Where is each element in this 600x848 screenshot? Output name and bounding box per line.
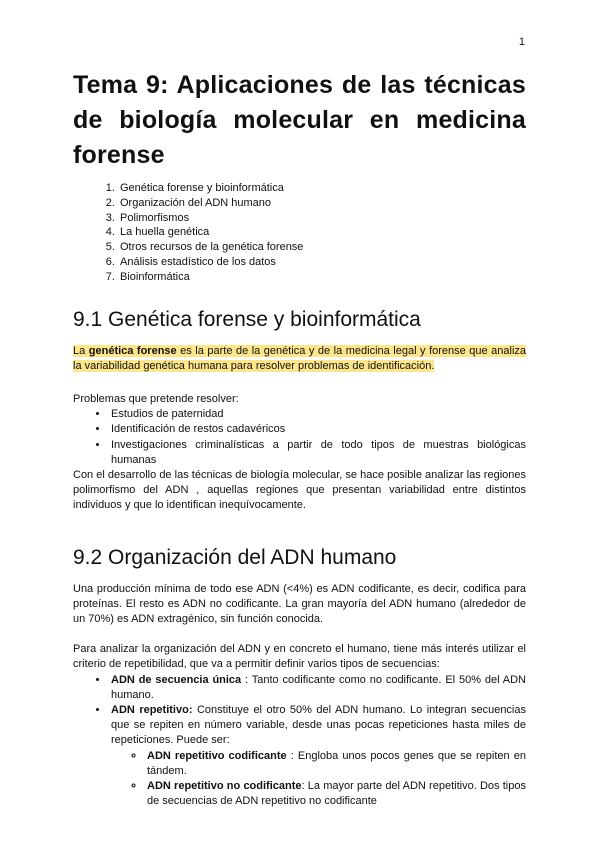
highlighted-definition <box>73 345 526 372</box>
item-text: : Tanto codificante como no codificante. El 50% del ADN humano. <box>111 673 526 701</box>
toc-item: 5. Otros recursos de la genética forense <box>118 240 526 255</box>
definition-term: genética forense <box>88 344 177 357</box>
item-term: ADN de secuencia única <box>111 673 242 686</box>
toc-item: 4. La huella genética <box>118 225 526 240</box>
list-item: • Investigaciones criminalísticas a partir de todo tipos de muestras biológicas humanas <box>109 438 526 468</box>
page-number: 1 <box>518 36 525 48</box>
toc-item: 6. Análisis estadístico de los datos <box>118 255 526 270</box>
toc-item: 2. Organización del ADN humano <box>118 196 526 211</box>
item-text: : La mayor parte del ADN repetitivo. Dos tipos de secuencias de ADN repetitivo no codificante <box>147 780 526 808</box>
sublist-item <box>145 749 526 779</box>
problems-list <box>73 407 526 468</box>
definition-paragraph <box>73 344 526 374</box>
document-body <box>73 68 526 809</box>
definition-text: es la parte de la genética y de la medicina legal y forense que analiza la variabilidad genética humana para resolver problemas de identificación. <box>73 344 527 372</box>
coding-dna-paragraph: Una producción mínima de todo ese ADN (<4%) es ADN codificante, es decir, codifica para proteínas. El resto es ADN no codificante. La gran mayoría del ADN humano (alrededor de un 70%) es ADN extragénico, sin función conocida. <box>73 582 526 626</box>
list-item: • Identificación de restos cadavéricos <box>109 422 526 437</box>
definition-prefix: La <box>73 344 89 357</box>
item-term: ADN repetitivo: <box>111 704 193 717</box>
repetitive-dna-sublist <box>111 749 526 810</box>
item-text: Constituye el otro 50% del ADN humano. Lo integran secuencias que se repiten en número variable, desde unas pocas repeticiones hasta miles de repeticiones. Puede ser: <box>111 704 526 747</box>
section-heading-9-2: 9.2 Organización del ADN humano <box>73 545 397 569</box>
problems-intro: Problemas que pretende resolver: <box>73 392 239 405</box>
document-title: Tema 9: Aplicaciones de las técnicas de biología molecular en medicina forense <box>73 71 526 169</box>
list-item <box>109 673 526 703</box>
item-term: ADN repetitivo no codificante <box>147 780 302 793</box>
toc-item: 1. Genética forense y bioinformática <box>118 181 526 196</box>
toc-item: 3. Polimorfismos <box>118 211 526 226</box>
section-heading-9-1: 9.1 Genética forense y bioinformática <box>73 307 421 331</box>
toc-item: 7. Bioinformática <box>118 270 526 285</box>
list-item <box>109 703 526 809</box>
item-term: ADN repetitivo codificante <box>147 749 287 762</box>
polymorphism-paragraph: Con el desarrollo de las técnicas de biología molecular, se hace posible analizar las regiones polimorfismo del ADN , aquellas regiones que presentan variabilidad entre distintos individuos y que lo identifican inequívocamente. <box>73 469 526 512</box>
table-of-contents <box>73 181 526 285</box>
list-item: • Estudios de paternidad <box>109 407 526 422</box>
item-text: : Engloba unos pocos genes que se repiten en tándem. <box>147 749 526 777</box>
sublist-item <box>145 779 526 809</box>
repeatability-paragraph: Para analizar la organización del ADN y en concreto el humano, tiene más interés utilizar el criterio de repetibilidad, que va a permitir definir varios tipos de secuencias: <box>73 643 526 671</box>
dna-types-list <box>73 673 526 810</box>
